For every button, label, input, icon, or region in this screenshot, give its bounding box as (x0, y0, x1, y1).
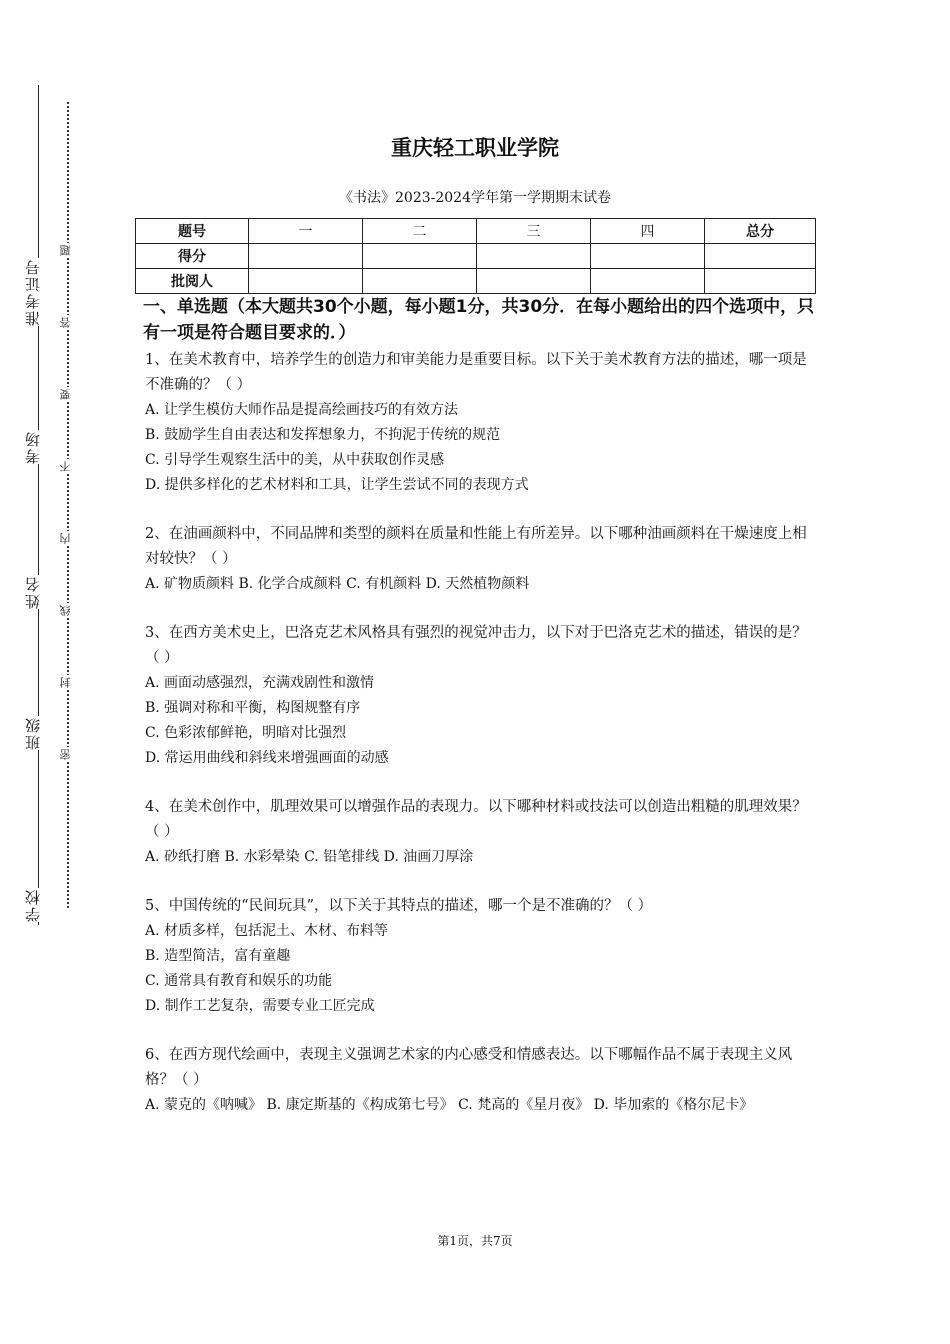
page-title: 重庆轻工职业学院 (391, 136, 559, 160)
header-cell: 三 (477, 219, 591, 244)
question-stem: 1、在美术教育中，培养学生的创造力和审美能力是重要目标。以下关于美术教育方法的描述，哪一项是不准确的？（ ） (145, 352, 807, 393)
margin-note: 密 (59, 749, 72, 760)
reviewer-cell[interactable] (249, 269, 363, 294)
score-cell[interactable] (705, 244, 816, 269)
option-b: B. 造型简洁，富有童趣 (145, 948, 291, 964)
reviewer-cell[interactable] (705, 269, 816, 294)
reviewer-row (136, 269, 816, 294)
score-cell[interactable] (591, 244, 705, 269)
question-5 (145, 894, 817, 1019)
option-b: B. 鼓励学生自由表达和发挥想象力，不拘泥于传统的规范 (145, 427, 501, 443)
header-cell: 四 (591, 219, 705, 244)
header-cell: 总分 (705, 219, 816, 244)
binding-dotted-line (67, 102, 69, 908)
reviewer-cell[interactable] (477, 269, 591, 294)
option-c: C. 色彩浓郁鲜艳，明暗对比强烈 (145, 725, 347, 741)
question-2 (145, 522, 817, 597)
option-d: D. 常运用曲线和斜线来增强画面的动感 (145, 750, 389, 766)
option-a: A. 材质多样，包括泥土、木材、布料等 (145, 923, 389, 939)
margin-note: 答 (59, 317, 72, 328)
row-label: 得分 (136, 244, 249, 269)
question-stem: 5、中国传统的“民间玩具”，以下关于其特点的描述，哪一个是不准确的？（ ） (145, 898, 653, 914)
score-table-header-row (136, 219, 816, 244)
margin-note: 题 (59, 245, 72, 256)
binding-solid-line (38, 85, 39, 925)
margin-label-exam-id: 准考证号 (24, 258, 42, 326)
option-c: C. 通常具有教育和娱乐的功能 (145, 973, 333, 989)
exam-subtitle: 《书法》2023-2024学年第一学期期末试卷 (339, 190, 611, 206)
score-cell[interactable] (363, 244, 477, 269)
question-stem: 2、在油画颜料中，不同品牌和类型的颜料在质量和性能上有所差异。以下哪种油画颜料在干燥速度上相对较快？（ ） (145, 526, 807, 567)
header-cell: 题号 (136, 219, 249, 244)
page-footer: 第1页，共7页 (437, 1234, 513, 1248)
question-stem: 6、在西方现代绘画中，表现主义强调艺术家的内心感受和情感表达。以下哪幅作品不属于表现主义风格？（ ） (145, 1047, 793, 1088)
exam-content (145, 294, 817, 1142)
reviewer-cell[interactable] (591, 269, 705, 294)
question-1 (145, 348, 817, 498)
question-stem: 3、在西方美术史上，巴洛克艺术风格具有强烈的视觉冲击力，以下对于巴洛克艺术的描述，错误的是？（ ） (145, 625, 807, 666)
question-4 (145, 795, 817, 870)
margin-note: 要 (59, 389, 72, 400)
option-a: A. 让学生模仿大师作品是提高绘画技巧的有效方法 (145, 402, 459, 418)
margin-note: 封 (59, 677, 72, 688)
margin-note: 不 (59, 461, 72, 472)
row-label: 批阅人 (136, 269, 249, 294)
margin-label-class: 班级 (24, 716, 42, 750)
margin-label-name: 姓名 (24, 575, 42, 609)
score-table (135, 218, 816, 294)
margin-label-exam-room: 考场 (24, 430, 42, 464)
option-b: B. 强调对称和平衡，构图规整有序 (145, 700, 361, 716)
option-c: C. 引导学生观察生活中的美，从中获取创作灵感 (145, 452, 445, 468)
reviewer-cell[interactable] (363, 269, 477, 294)
margin-note: 线 (59, 605, 72, 616)
option-a: A. 画面动感强烈，充满戏剧性和激情 (145, 675, 375, 691)
options-inline: A. 蒙克的《呐喊》 B. 康定斯基的《构成第七号》 C. 梵高的《星月夜》 D. 毕加索的《格尔尼卡》 (145, 1097, 754, 1113)
question-6 (145, 1043, 817, 1118)
margin-label-school: 学校 (24, 888, 42, 922)
option-d: D. 提供多样化的艺术材料和工具，让学生尝试不同的表现方式 (145, 477, 529, 493)
options-inline: A. 砂纸打磨 B. 水彩晕染 C. 铅笔排线 D. 油画刀厚涂 (145, 849, 474, 865)
score-row (136, 244, 816, 269)
header-cell: 二 (363, 219, 477, 244)
section-heading: 一、单选题（本大题共30个小题，每小题1分，共30分．在每小题给出的四个选项中，只有一项是符合题目要求的．） (143, 297, 815, 343)
score-cell[interactable] (477, 244, 591, 269)
question-stem: 4、在美术创作中，肌理效果可以增强作品的表现力。以下哪种材料或技法可以创造出粗糙的肌理效果？（ ） (145, 799, 807, 840)
options-inline: A. 矿物质颜料 B. 化学合成颜料 C. 有机颜料 D. 天然植物颜料 (145, 576, 530, 592)
score-cell[interactable] (249, 244, 363, 269)
header-cell: 一 (249, 219, 363, 244)
option-d: D. 制作工艺复杂，需要专业工匠完成 (145, 998, 375, 1014)
question-3 (145, 621, 817, 771)
margin-note: 内 (59, 533, 72, 544)
